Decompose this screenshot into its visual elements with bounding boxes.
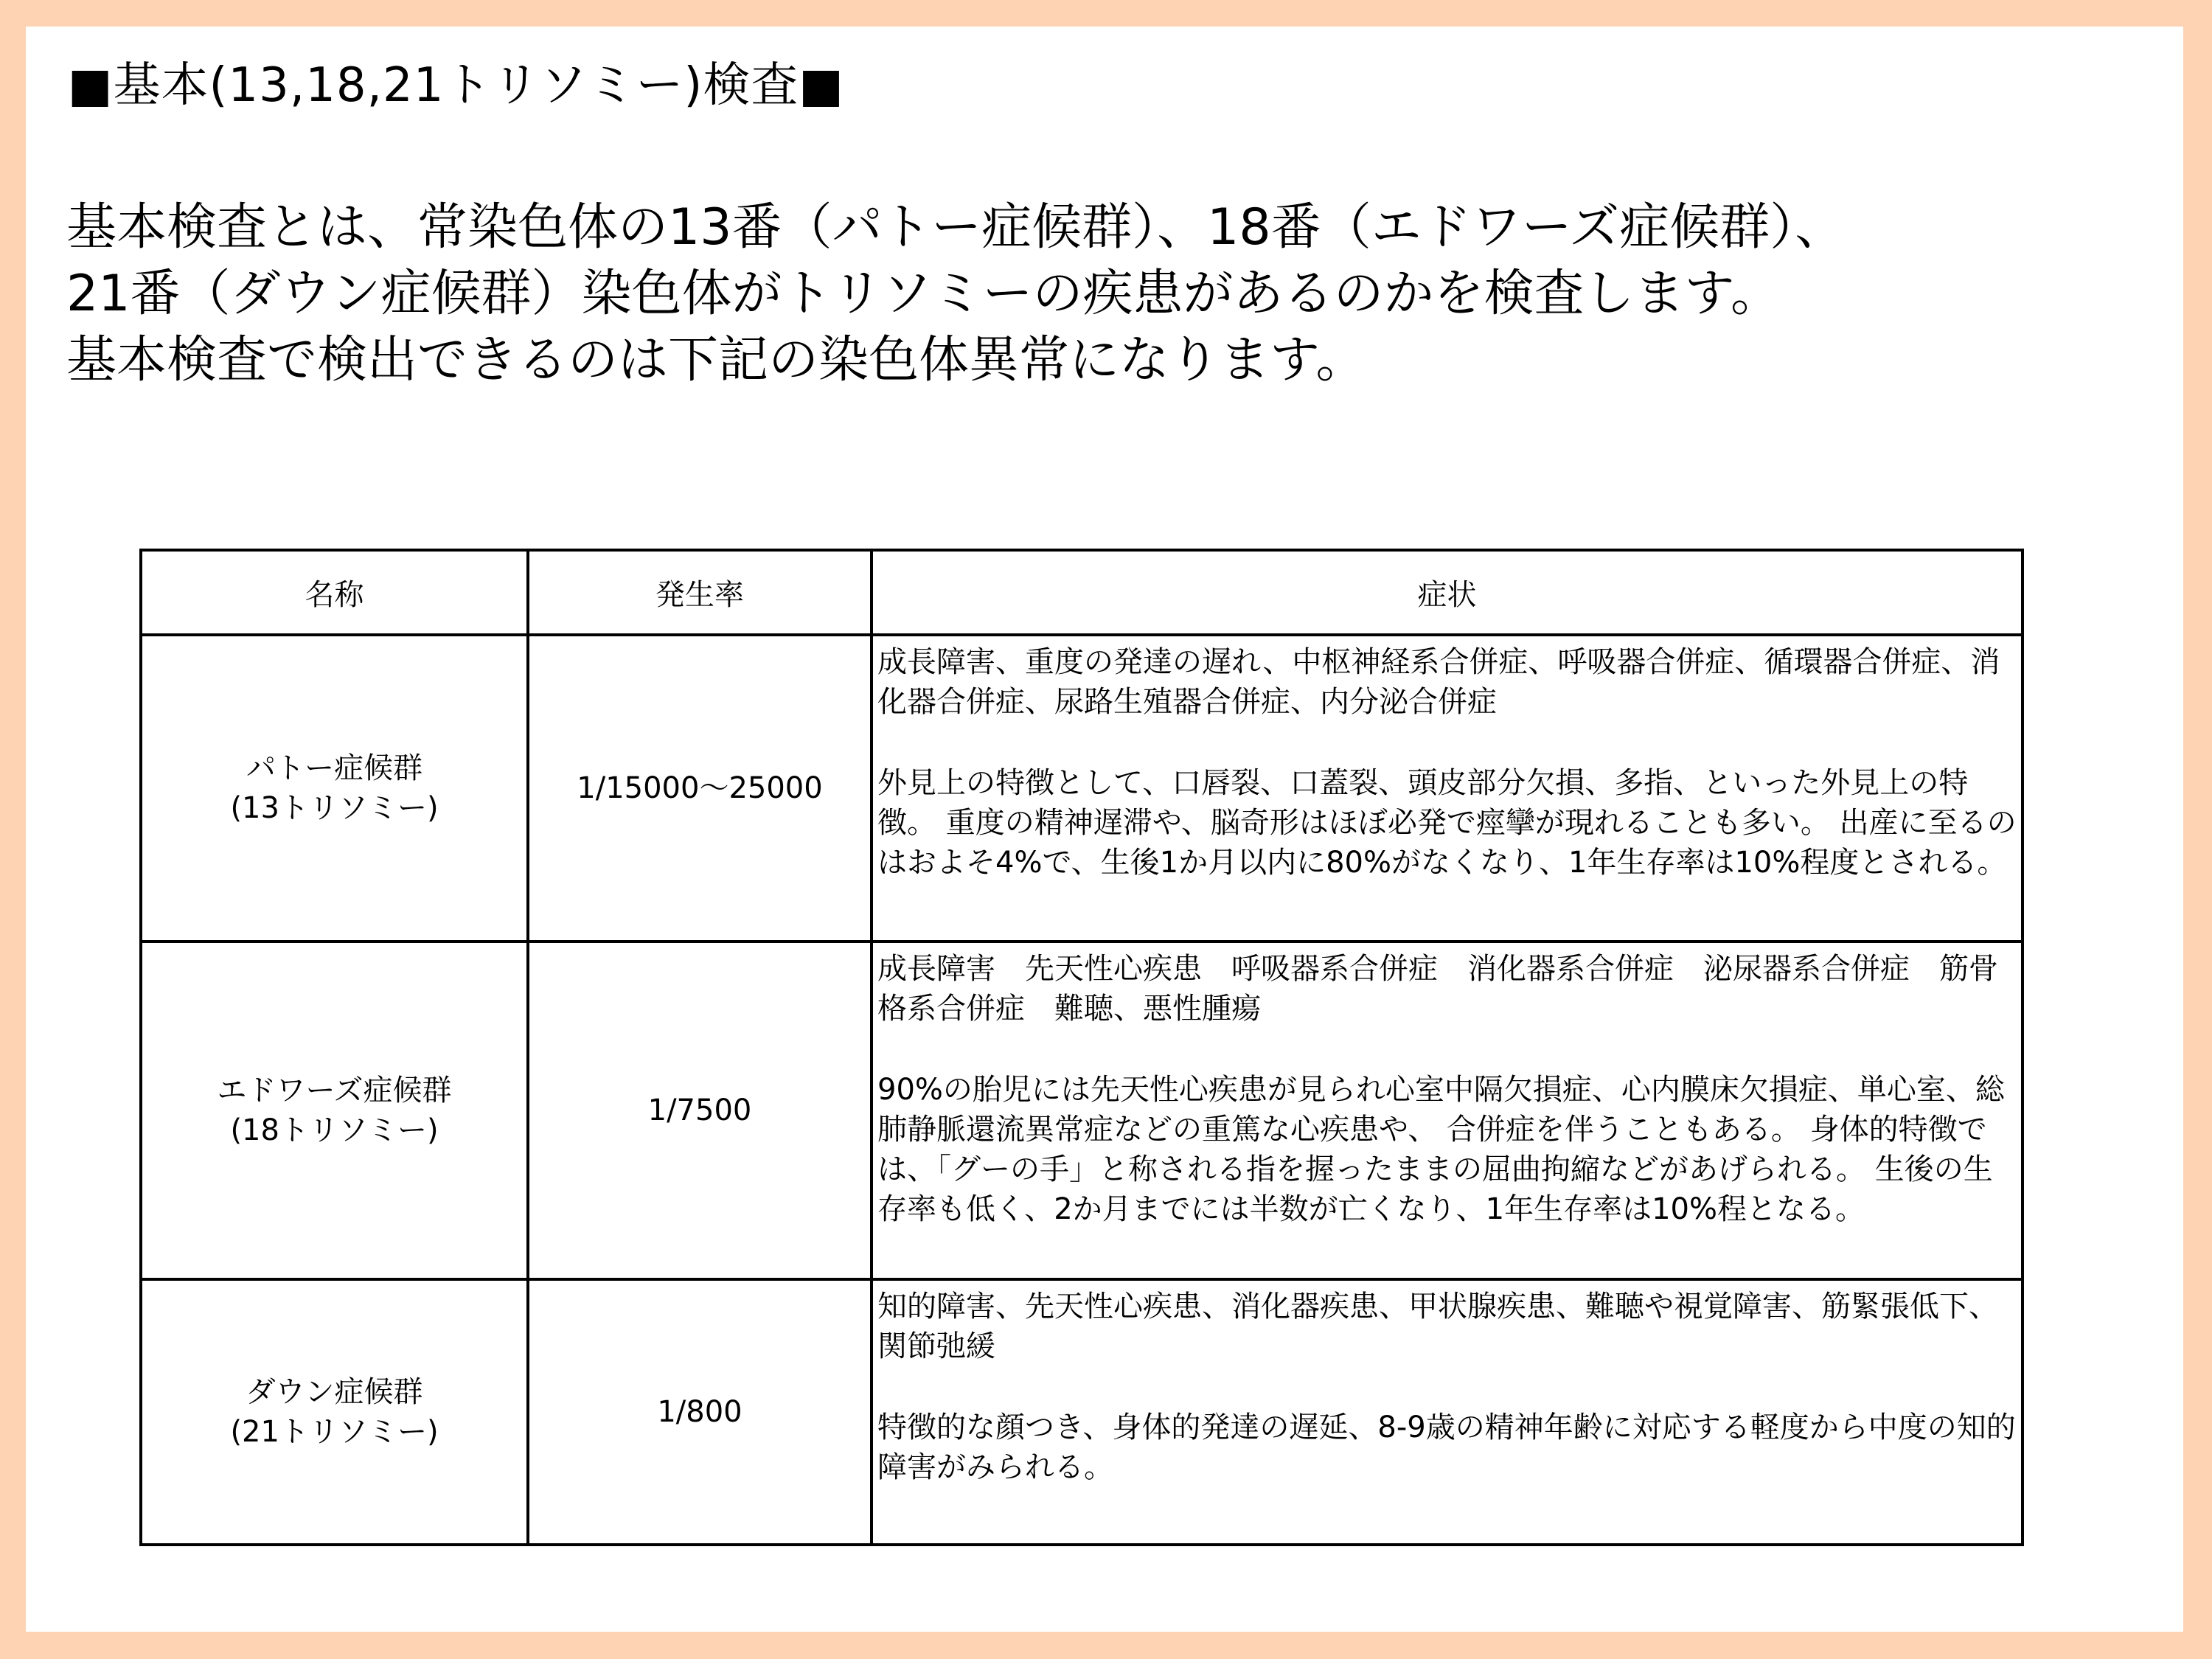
table-header-row (141, 550, 2023, 635)
syndrome-trisomy: (13トリソミー) (230, 791, 439, 825)
table-row (141, 635, 2023, 942)
symptoms-cell (872, 942, 2023, 1279)
symptoms-complications: 成長障害、重度の発達の遅れ、中枢神経系合併症、呼吸器合併症、循環器合併症、消化器合併症、尿路生殖器合併症、内分泌合併症 (877, 645, 2000, 719)
intro-paragraph (66, 195, 2131, 394)
syndrome-name-cell (141, 942, 528, 1279)
syndrome-name: エドワーズ症候群 (217, 1074, 452, 1107)
table-row (141, 942, 2023, 1279)
header-rate: 発生率 (528, 550, 872, 635)
syndrome-name: ダウン症候群 (246, 1375, 423, 1409)
intro-line-3: 基本検査で検出できるのは下記の染色体異常になります。 (66, 331, 1366, 389)
table-row (141, 1279, 2023, 1545)
symptoms-cell (872, 635, 2023, 942)
intro-line-1: 基本検査とは、常染色体の13番（パトー症候群）、18番（エドワーズ症候群）、 (66, 198, 1846, 257)
section-heading: ■基本(13,18,21トリソミー)検査■ (68, 58, 844, 113)
header-name: 名称 (141, 550, 528, 635)
syndrome-trisomy: (18トリソミー) (230, 1113, 439, 1147)
syndrome-trisomy: (21トリソミー) (230, 1415, 439, 1449)
incidence-rate: 1/7500 (528, 942, 872, 1279)
header-symptoms: 症状 (872, 550, 2023, 635)
syndrome-name: パトー症候群 (246, 751, 423, 785)
symptoms-description: 90%の胎児には先天性心疾患が見られ心室中隔欠損症、心内膜床欠損症、単心室、総肺静脈還流異常症などの重篤な心疾患や、 合併症を伴うこともある。 身体的特徴では、「グーの手」と称される指を握ったままの屈曲拘縮などがあげられる。 生後の生存率も低く、2か月までには半数が亡くなり、1年生存率は10%程となる。 (877, 1073, 2005, 1226)
symptoms-description: 特徴的な顔つき、身体的発達の遅延、8-9歳の精神年齢に対応する軽度から中度の知的障害がみられる。 (877, 1411, 2016, 1484)
intro-line-2: 21番（ダウン症候群）染色体がトリソミーの疾患があるのかを検査します。 (66, 265, 1781, 323)
symptoms-complications: 知的障害、先天性心疾患、消化器疾患、甲状腺疾患、難聴や視覚障害、筋緊張低下、関節弛緩 (877, 1290, 1998, 1363)
incidence-rate: 1/800 (528, 1279, 872, 1545)
symptoms-description: 外見上の特徴として、口唇裂、口蓋裂、頭皮部分欠損、多指、といった外見上の特徴。 重度の精神遅滞や、脳奇形はほぼ必発で痙攣が現れることも多い。 出産に至るのはおよそ4%で、生後1か月以内に80%がなくなり、1年生存率は10%程度とされる。 (877, 766, 2017, 880)
incidence-rate: 1/15000～25000 (528, 635, 872, 942)
symptoms-cell (872, 1279, 2023, 1545)
symptoms-complications: 成長障害 先天性心疾患 呼吸器系合併症 消化器系合併症 泌尿器系合併症 筋骨格系合併症 難聴、悪性腫瘍 (877, 952, 1998, 1026)
syndrome-table (139, 549, 2024, 1546)
syndrome-name-cell (141, 1279, 528, 1545)
syndrome-name-cell (141, 635, 528, 942)
